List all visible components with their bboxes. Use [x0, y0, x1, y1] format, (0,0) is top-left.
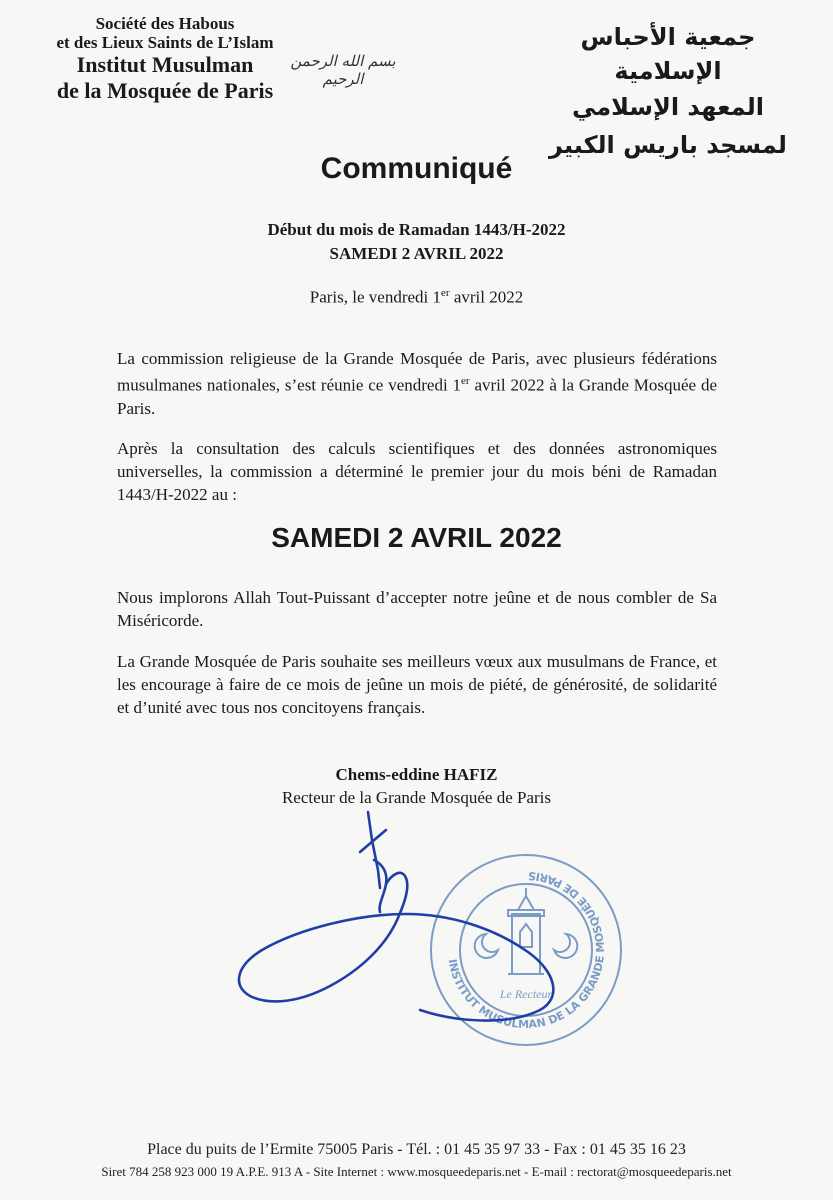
document-date — [0, 287, 833, 308]
letterhead-arabic-line-1: جمعية الأحباس الإسلامية — [580, 23, 756, 85]
seal-outer-text: INSTITUT MUSULMAN DE LA GRANDE MOSQUÉE DE PARIS — [445, 868, 608, 1032]
paragraph-4: La Grande Mosquée de Paris souhaite ses meilleurs vœux aux musulmans de France, et les encourage à faire de ce mois de jeûne un mois de piété, de générosité, de solidarité et d’unité avec tous nos concitoyens français. — [117, 652, 717, 717]
date-before: Paris, le vendredi 1 — [309, 287, 442, 307]
signature-stroke — [368, 812, 380, 888]
paragraph-1 — [117, 347, 717, 420]
seal-inner-label: Le Recteur — [499, 987, 553, 1001]
document-title: Communiqué — [320, 152, 513, 185]
paragraph-1-after: avril 2022 à la Grande Mosquée de Paris. — [117, 375, 717, 418]
letterhead-line-3: Institut Musulman — [76, 52, 254, 77]
paragraph-1-sup: er — [461, 375, 470, 387]
letterhead-arabic — [543, 20, 793, 164]
signatory-name: Chems-eddine HAFIZ — [335, 765, 498, 784]
letterhead-french — [40, 14, 290, 104]
footer-address: Place du puits de l’Ermite 75005 Paris - Tél. : 01 45 35 97 33 - Fax : 01 45 35 16 23 — [147, 1141, 686, 1158]
subtitle — [0, 218, 833, 266]
letterhead-line-4: de la Mosquée de Paris — [56, 78, 274, 103]
handwritten-signature — [210, 800, 630, 1040]
signatory-title: Recteur de la Grande Mosquée de Paris — [281, 788, 552, 807]
letterhead-arabic-line-2: المعهد الإسلامي لمسجد باريس الكبير — [549, 93, 787, 159]
date-after: avril 2022 — [449, 287, 524, 307]
paragraph-1-before: La commission religieuse de la Grande Mosquée de Paris, avec plusieurs fédérations musulmanes nationales, s’est réunie ce vendredi 1 — [117, 349, 717, 395]
announcement: SAMEDI 2 AVRIL 2022 — [271, 522, 562, 553]
signature-stroke — [239, 873, 553, 1021]
paragraph-2: Après la consultation des calculs scientifiques et des données astronomiques universelles, la commission a déterminé le premier jour du mois béni de Ramadan 1443/H-2022 au : — [117, 439, 717, 504]
letterhead-line-2: et des Lieux Saints de L’Islam — [56, 33, 274, 52]
subtitle-line-1: Début du mois de Ramadan 1443/H-2022 — [267, 220, 566, 239]
basmala: بسم الله الرحمن الرحيم — [290, 52, 396, 88]
paragraph-3: Nous implorons Allah Tout-Puissant d’accepter notre jeûne et de nous combler de Sa Miséricorde. — [117, 588, 717, 630]
date-sup: er — [441, 287, 450, 299]
letterhead-line-1: Société des Habous — [95, 14, 235, 33]
subtitle-line-2: SAMEDI 2 AVRIL 2022 — [329, 244, 504, 263]
footer-contact: Siret 784 258 923 000 19 A.P.E. 913 A - Site Internet : www.mosqueedeparis.net - E-mail : rectorat@mosqueedeparis.net — [101, 1164, 732, 1179]
